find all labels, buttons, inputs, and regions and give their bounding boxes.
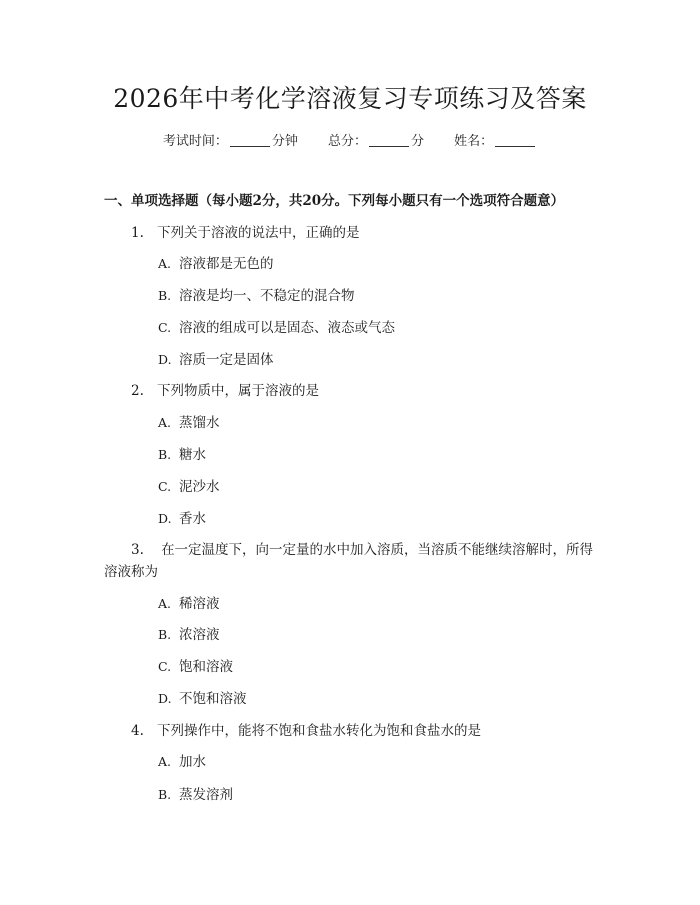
option-text: 不饱和溶液 [179, 691, 247, 707]
question-2-option-c [158, 477, 220, 497]
question-number: 1. [131, 225, 144, 241]
document-title: 2026年中考化学溶液复习专项练习及答案 [113, 84, 587, 113]
question-2-option-a [158, 413, 220, 433]
option-text: 溶液都是无色的 [179, 256, 274, 272]
exam-time-blank [230, 132, 270, 147]
option-text: 溶液是均一、不稳定的混合物 [179, 288, 355, 304]
question-4-option-a [158, 752, 206, 772]
option-letter: B. [158, 288, 172, 303]
question-1 [131, 223, 360, 243]
student-name-label: 姓名： [454, 134, 494, 149]
question-3-option-c [158, 657, 233, 677]
question-1-option-c [158, 318, 395, 338]
option-text: 浓溶液 [179, 627, 220, 643]
option-text: 溶质一定是固体 [179, 352, 274, 368]
total-score-blank [369, 132, 409, 147]
question-3 [104, 539, 604, 583]
option-text: 糖水 [179, 447, 206, 463]
option-letter: D. [158, 511, 172, 526]
student-name-field [454, 132, 537, 152]
student-name-blank [495, 132, 535, 147]
option-text: 稀溶液 [179, 596, 220, 612]
section-heading: 一、单项选择题（每小题2分，共20分。下列每小题只有一个选项符合题意） [104, 193, 565, 209]
total-score-label: 总分： [327, 134, 367, 149]
question-2-option-b [158, 445, 206, 465]
option-letter: A. [158, 596, 172, 611]
option-text: 加水 [179, 754, 206, 770]
question-1-option-d [158, 350, 274, 370]
option-letter: B. [158, 787, 172, 802]
option-text: 蒸发溶剂 [179, 787, 233, 803]
question-3-option-b [158, 625, 220, 645]
option-letter: B. [158, 447, 172, 462]
question-4 [131, 721, 481, 741]
option-letter: D. [158, 691, 172, 706]
total-score-unit: 分 [411, 134, 425, 149]
option-text: 泥沙水 [179, 479, 220, 495]
option-letter: B. [158, 627, 172, 642]
option-text: 饱和溶液 [179, 659, 233, 675]
option-letter: A. [158, 415, 172, 430]
option-text: 香水 [179, 511, 206, 527]
question-number: 2. [131, 383, 144, 399]
question-4-option-b [158, 785, 233, 805]
option-letter: C. [158, 320, 172, 335]
option-letter: C. [158, 659, 172, 674]
exam-info-line [0, 132, 700, 152]
exam-time-label: 考试时间： [162, 134, 228, 149]
option-letter: C. [158, 479, 172, 494]
question-number: 3. [131, 542, 144, 558]
exam-time-field [163, 132, 298, 152]
total-score-field [328, 132, 424, 152]
option-text: 蒸馏水 [179, 415, 220, 431]
question-2 [131, 381, 319, 401]
exam-time-unit: 分钟 [271, 134, 298, 149]
option-text: 溶液的组成可以是固态、液态或气态 [179, 320, 395, 336]
option-letter: D. [158, 352, 172, 367]
option-letter: A. [158, 256, 172, 271]
question-text: 下列关于溶液的说法中，正确的是 [157, 225, 360, 241]
question-1-option-a [158, 254, 274, 274]
question-3-option-d [158, 689, 247, 709]
option-letter: A. [158, 754, 172, 769]
question-text: 下列物质中，属于溶液的是 [157, 383, 319, 399]
question-number: 4. [131, 723, 144, 739]
question-text: 下列操作中，能将不饱和食盐水转化为饱和食盐水的是 [157, 723, 481, 739]
question-text: 在一定温度下，向一定量的水中加入溶质，当溶质不能继续溶解时，所得溶液称为 [104, 542, 594, 580]
question-2-option-d [158, 509, 206, 529]
question-3-option-a [158, 594, 220, 614]
question-1-option-b [158, 286, 355, 306]
